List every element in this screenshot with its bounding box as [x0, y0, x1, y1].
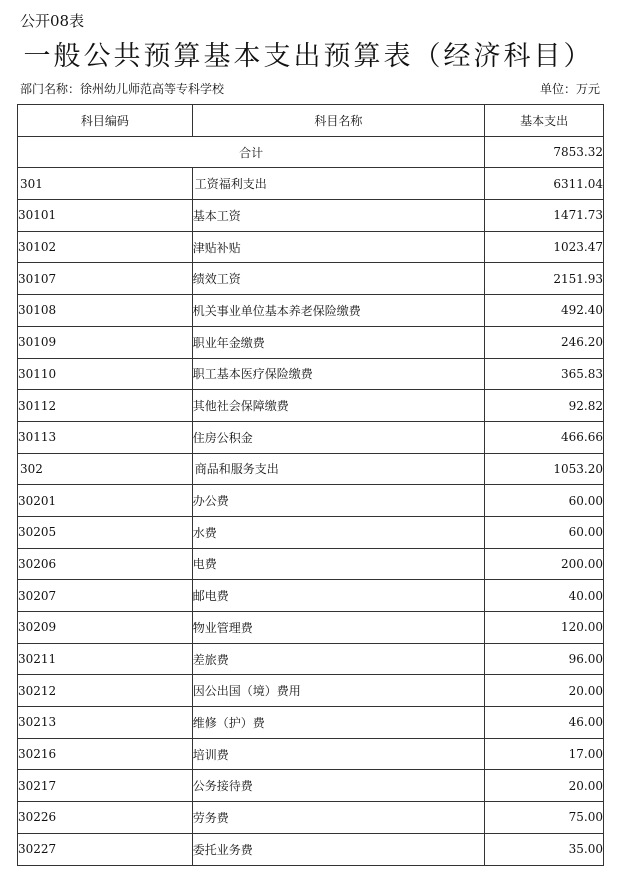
row-name: 工资福利支出	[192, 168, 484, 200]
row-code: 30112	[18, 390, 193, 422]
row-name: 委托业务费	[192, 833, 484, 865]
row-amount: 35.00	[485, 833, 604, 865]
row-name: 物业管理费	[192, 612, 484, 644]
row-code: 30217	[18, 770, 193, 802]
row-code: 30205	[18, 516, 193, 548]
page-title: 一般公共预算基本支出预算表（经济科目）	[23, 41, 594, 72]
row-name: 绩效工资	[192, 263, 484, 295]
total-label: 合计	[18, 136, 485, 168]
row-code: 30101	[18, 200, 193, 232]
row-name: 基本工资	[192, 200, 484, 232]
table-row	[18, 643, 604, 675]
row-amount: 20.00	[485, 675, 604, 707]
total-row	[18, 136, 604, 168]
row-amount: 96.00	[485, 643, 604, 675]
row-code: 30213	[18, 707, 193, 739]
table-row	[18, 390, 604, 422]
row-amount: 120.00	[485, 612, 604, 644]
row-amount: 20.00	[485, 770, 604, 802]
row-name: 公务接待费	[192, 770, 484, 802]
row-name: 因公出国（境）费用	[192, 675, 484, 707]
row-amount: 200.00	[485, 548, 604, 580]
table-row	[18, 358, 604, 390]
row-name: 商品和服务支出	[192, 453, 484, 485]
row-amount: 365.83	[485, 358, 604, 390]
row-code: 30109	[18, 326, 193, 358]
row-amount: 46.00	[485, 707, 604, 739]
row-amount: 40.00	[485, 580, 604, 612]
row-code: 30108	[18, 295, 193, 327]
row-code: 302	[18, 453, 193, 485]
row-amount: 75.00	[485, 802, 604, 834]
header-amount: 基本支出	[485, 105, 604, 137]
row-name: 职工基本医疗保险缴费	[192, 358, 484, 390]
row-code: 30113	[18, 421, 193, 453]
row-name: 办公费	[192, 485, 484, 517]
row-name: 差旅费	[192, 643, 484, 675]
row-amount: 1053.20	[485, 453, 604, 485]
row-code: 30102	[18, 231, 193, 263]
row-code: 30226	[18, 802, 193, 834]
table-row	[18, 263, 604, 295]
row-name: 培训费	[192, 738, 484, 770]
row-code: 30107	[18, 263, 193, 295]
row-code: 30206	[18, 548, 193, 580]
table-row	[18, 675, 604, 707]
table-row	[18, 738, 604, 770]
table-row	[18, 421, 604, 453]
unit-label: 单位：万元	[539, 82, 600, 96]
table-row	[18, 200, 604, 232]
row-code: 30207	[18, 580, 193, 612]
row-amount: 246.20	[485, 326, 604, 358]
row-amount: 6311.04	[485, 168, 604, 200]
header-code: 科目编码	[18, 105, 193, 137]
row-amount: 1471.73	[485, 200, 604, 232]
header-row	[18, 105, 604, 137]
table-row	[18, 802, 604, 834]
budget-table	[17, 104, 604, 866]
table-row	[18, 707, 604, 739]
row-amount: 92.82	[485, 390, 604, 422]
row-amount: 17.00	[485, 738, 604, 770]
row-code: 30209	[18, 612, 193, 644]
row-name: 职业年金缴费	[192, 326, 484, 358]
row-name: 津贴补贴	[192, 231, 484, 263]
table-row	[18, 485, 604, 517]
row-name: 邮电费	[192, 580, 484, 612]
row-name: 住房公积金	[192, 421, 484, 453]
table-row	[18, 295, 604, 327]
row-code: 30211	[18, 643, 193, 675]
row-code: 30216	[18, 738, 193, 770]
row-code: 301	[18, 168, 193, 200]
table-row	[18, 168, 604, 200]
row-code: 30110	[18, 358, 193, 390]
row-name: 水费	[192, 516, 484, 548]
row-code: 30201	[18, 485, 193, 517]
row-amount: 492.40	[485, 295, 604, 327]
row-amount: 466.66	[485, 421, 604, 453]
table-row	[18, 453, 604, 485]
table-row	[18, 326, 604, 358]
row-code: 30212	[18, 675, 193, 707]
department-name: 部门名称：徐州幼儿师范高等专科学校	[20, 82, 225, 96]
row-name: 维修（护）费	[192, 707, 484, 739]
form-number: 公开08表	[20, 12, 85, 30]
row-name: 其他社会保障缴费	[192, 390, 484, 422]
row-name: 电费	[192, 548, 484, 580]
table-row	[18, 833, 604, 865]
table-row	[18, 770, 604, 802]
row-amount: 60.00	[485, 516, 604, 548]
row-amount: 60.00	[485, 485, 604, 517]
row-code: 30227	[18, 833, 193, 865]
total-amount: 7853.32	[485, 136, 604, 168]
table-row	[18, 231, 604, 263]
table-row	[18, 516, 604, 548]
table-row	[18, 548, 604, 580]
row-name: 劳务费	[192, 802, 484, 834]
table-row	[18, 612, 604, 644]
row-name: 机关事业单位基本养老保险缴费	[192, 295, 484, 327]
row-amount: 2151.93	[485, 263, 604, 295]
header-name: 科目名称	[192, 105, 484, 137]
table-row	[18, 580, 604, 612]
row-amount: 1023.47	[485, 231, 604, 263]
